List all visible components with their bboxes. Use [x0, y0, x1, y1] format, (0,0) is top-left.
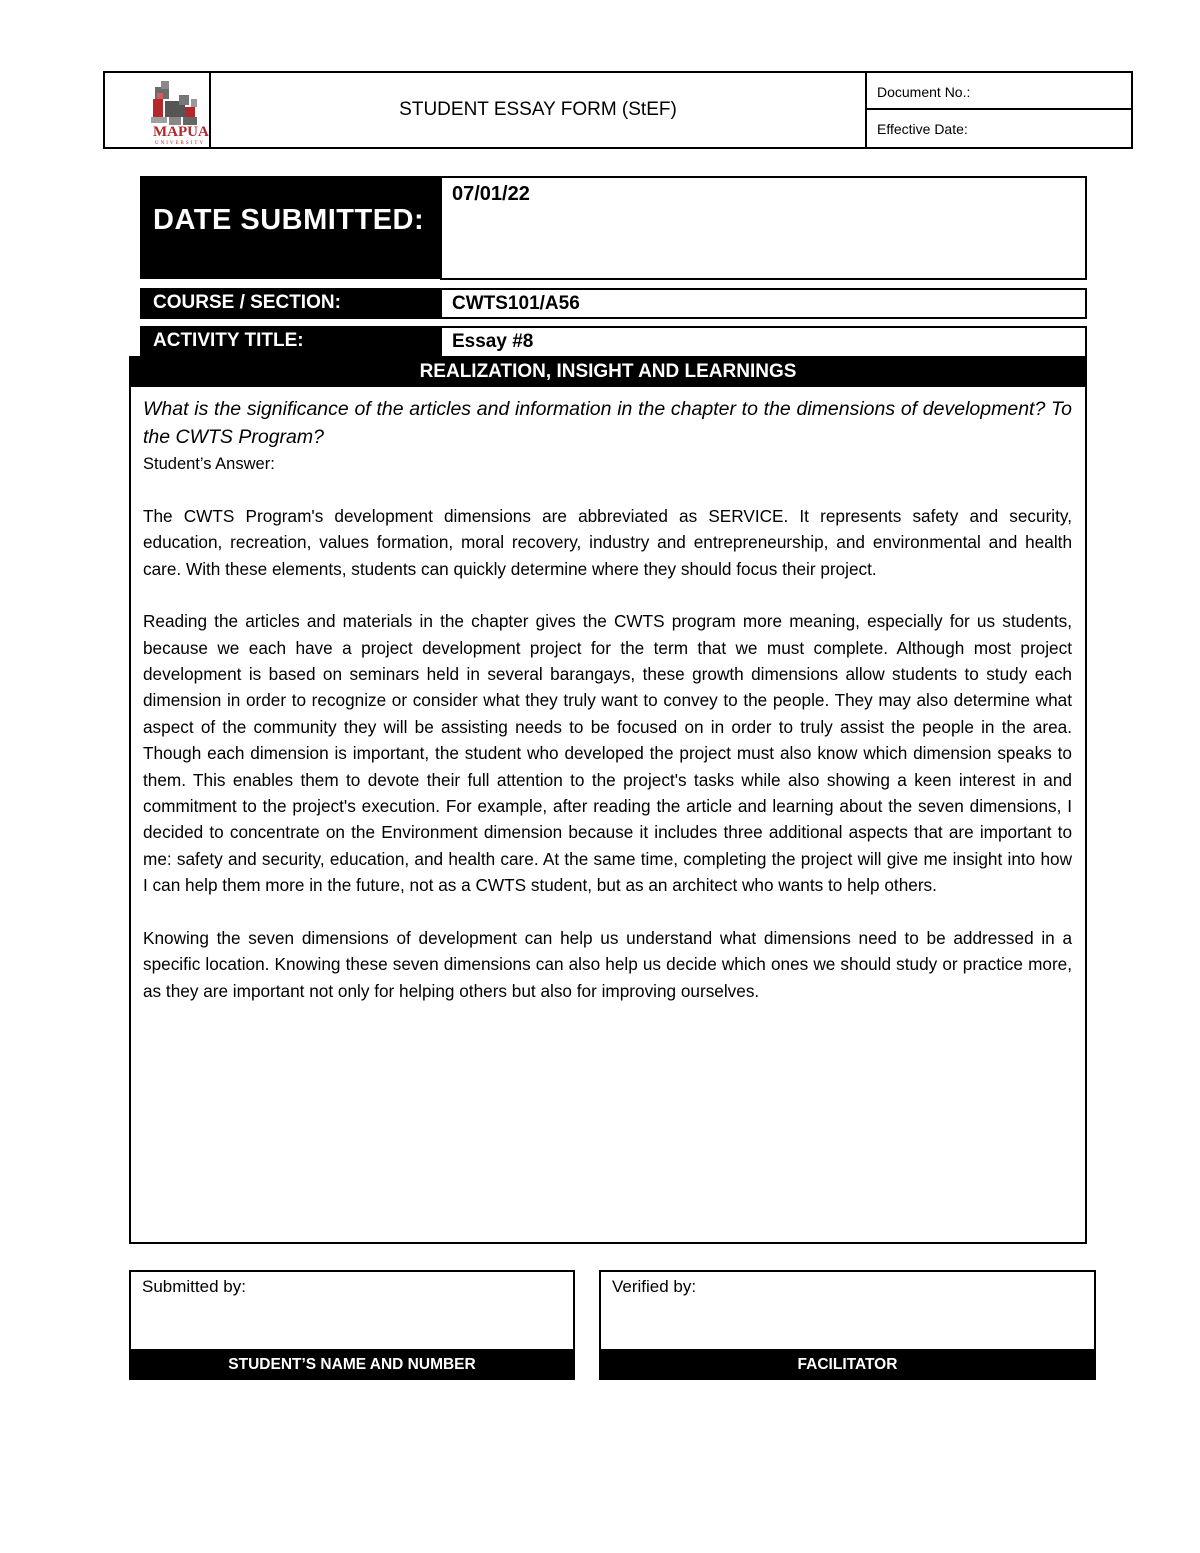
course-section-label: COURSE / SECTION:	[140, 288, 442, 319]
effective-date-field: Effective Date:	[877, 121, 968, 137]
university-logo	[105, 73, 209, 147]
form-header	[103, 71, 1133, 149]
submitted-by-box	[129, 1270, 575, 1380]
facilitator-caption: FACILITATOR	[599, 1349, 1096, 1380]
essay-body	[129, 387, 1087, 1244]
essay-paragraph: The CWTS Program's development dimensions are abbreviated as SERVICE. It represents safety and security, education, recreation, values formation, moral recovery, industry and entrepreneurship, and environmental and health care. With these elements, students can quickly determine where they should focus their project.	[143, 506, 1072, 579]
section-heading: REALIZATION, INSIGHT AND LEARNINGS	[129, 356, 1087, 387]
date-submitted-label: DATE SUBMITTED:	[140, 176, 442, 279]
form-title: STUDENT ESSAY FORM (StEF)	[211, 73, 867, 147]
essay-question: What is the significance of the articles and information in the chapter to the dimensions of development? To the CWTS Program?	[143, 398, 1072, 448]
activity-title-value: Essay #8	[440, 326, 1087, 356]
document-no-field: Document No.:	[867, 73, 1131, 110]
svg-text:MAPUA: MAPUA	[153, 124, 209, 140]
student-name-caption: STUDENT’S NAME AND NUMBER	[129, 1349, 575, 1380]
verified-by-label: Verified by:	[612, 1277, 697, 1296]
activity-title-label: ACTIVITY TITLE:	[140, 326, 442, 356]
submitted-by-label: Submitted by:	[142, 1277, 246, 1296]
svg-text:UNIVERSITY: UNIVERSITY	[155, 141, 205, 146]
verified-by-box	[599, 1270, 1096, 1380]
essay-paragraph: Reading the articles and materials in the chapter gives the CWTS program more meaning, especially for us students, because we each have a project development project for the term that we must complete. Although most project development is based on seminars held in several barangays, these growth dimensions allow students to study each dimension in order to recognize or consider what they truly want to convey to the people. They may also determine what aspect of the community they will be assisting needs to be focused on in order to truly assist the people in the area. Though each dimension is important, the student who developed the project must also know which dimension speaks to them. This enables them to devote their full attention to the project's tasks while also showing a keen interest in and commitment to the project's execution. For example, after reading the article and learning about the seven dimensions, I decided to concentrate on the Environment dimension because it includes three additional aspects that are important to me: safety and security, education, and health care. At the same time, completing the project will give me insight into how I can help them more in the future, not as a CWTS student, but as an architect who wants to help others.	[143, 611, 1072, 896]
essay-paragraph: Knowing the seven dimensions of development can help us understand what dimensions need to be addressed in a specific location. Knowing these seven dimensions can also help us decide which ones we should study or practice more, as they are important not only for helping others but also for improving ourselves.	[143, 927, 1072, 1001]
logo-cell	[105, 73, 211, 147]
date-submitted-value: 07/01/22	[440, 176, 1087, 280]
answer-label: Student’s Answer:	[143, 455, 275, 473]
course-section-value: CWTS101/A56	[440, 288, 1087, 319]
